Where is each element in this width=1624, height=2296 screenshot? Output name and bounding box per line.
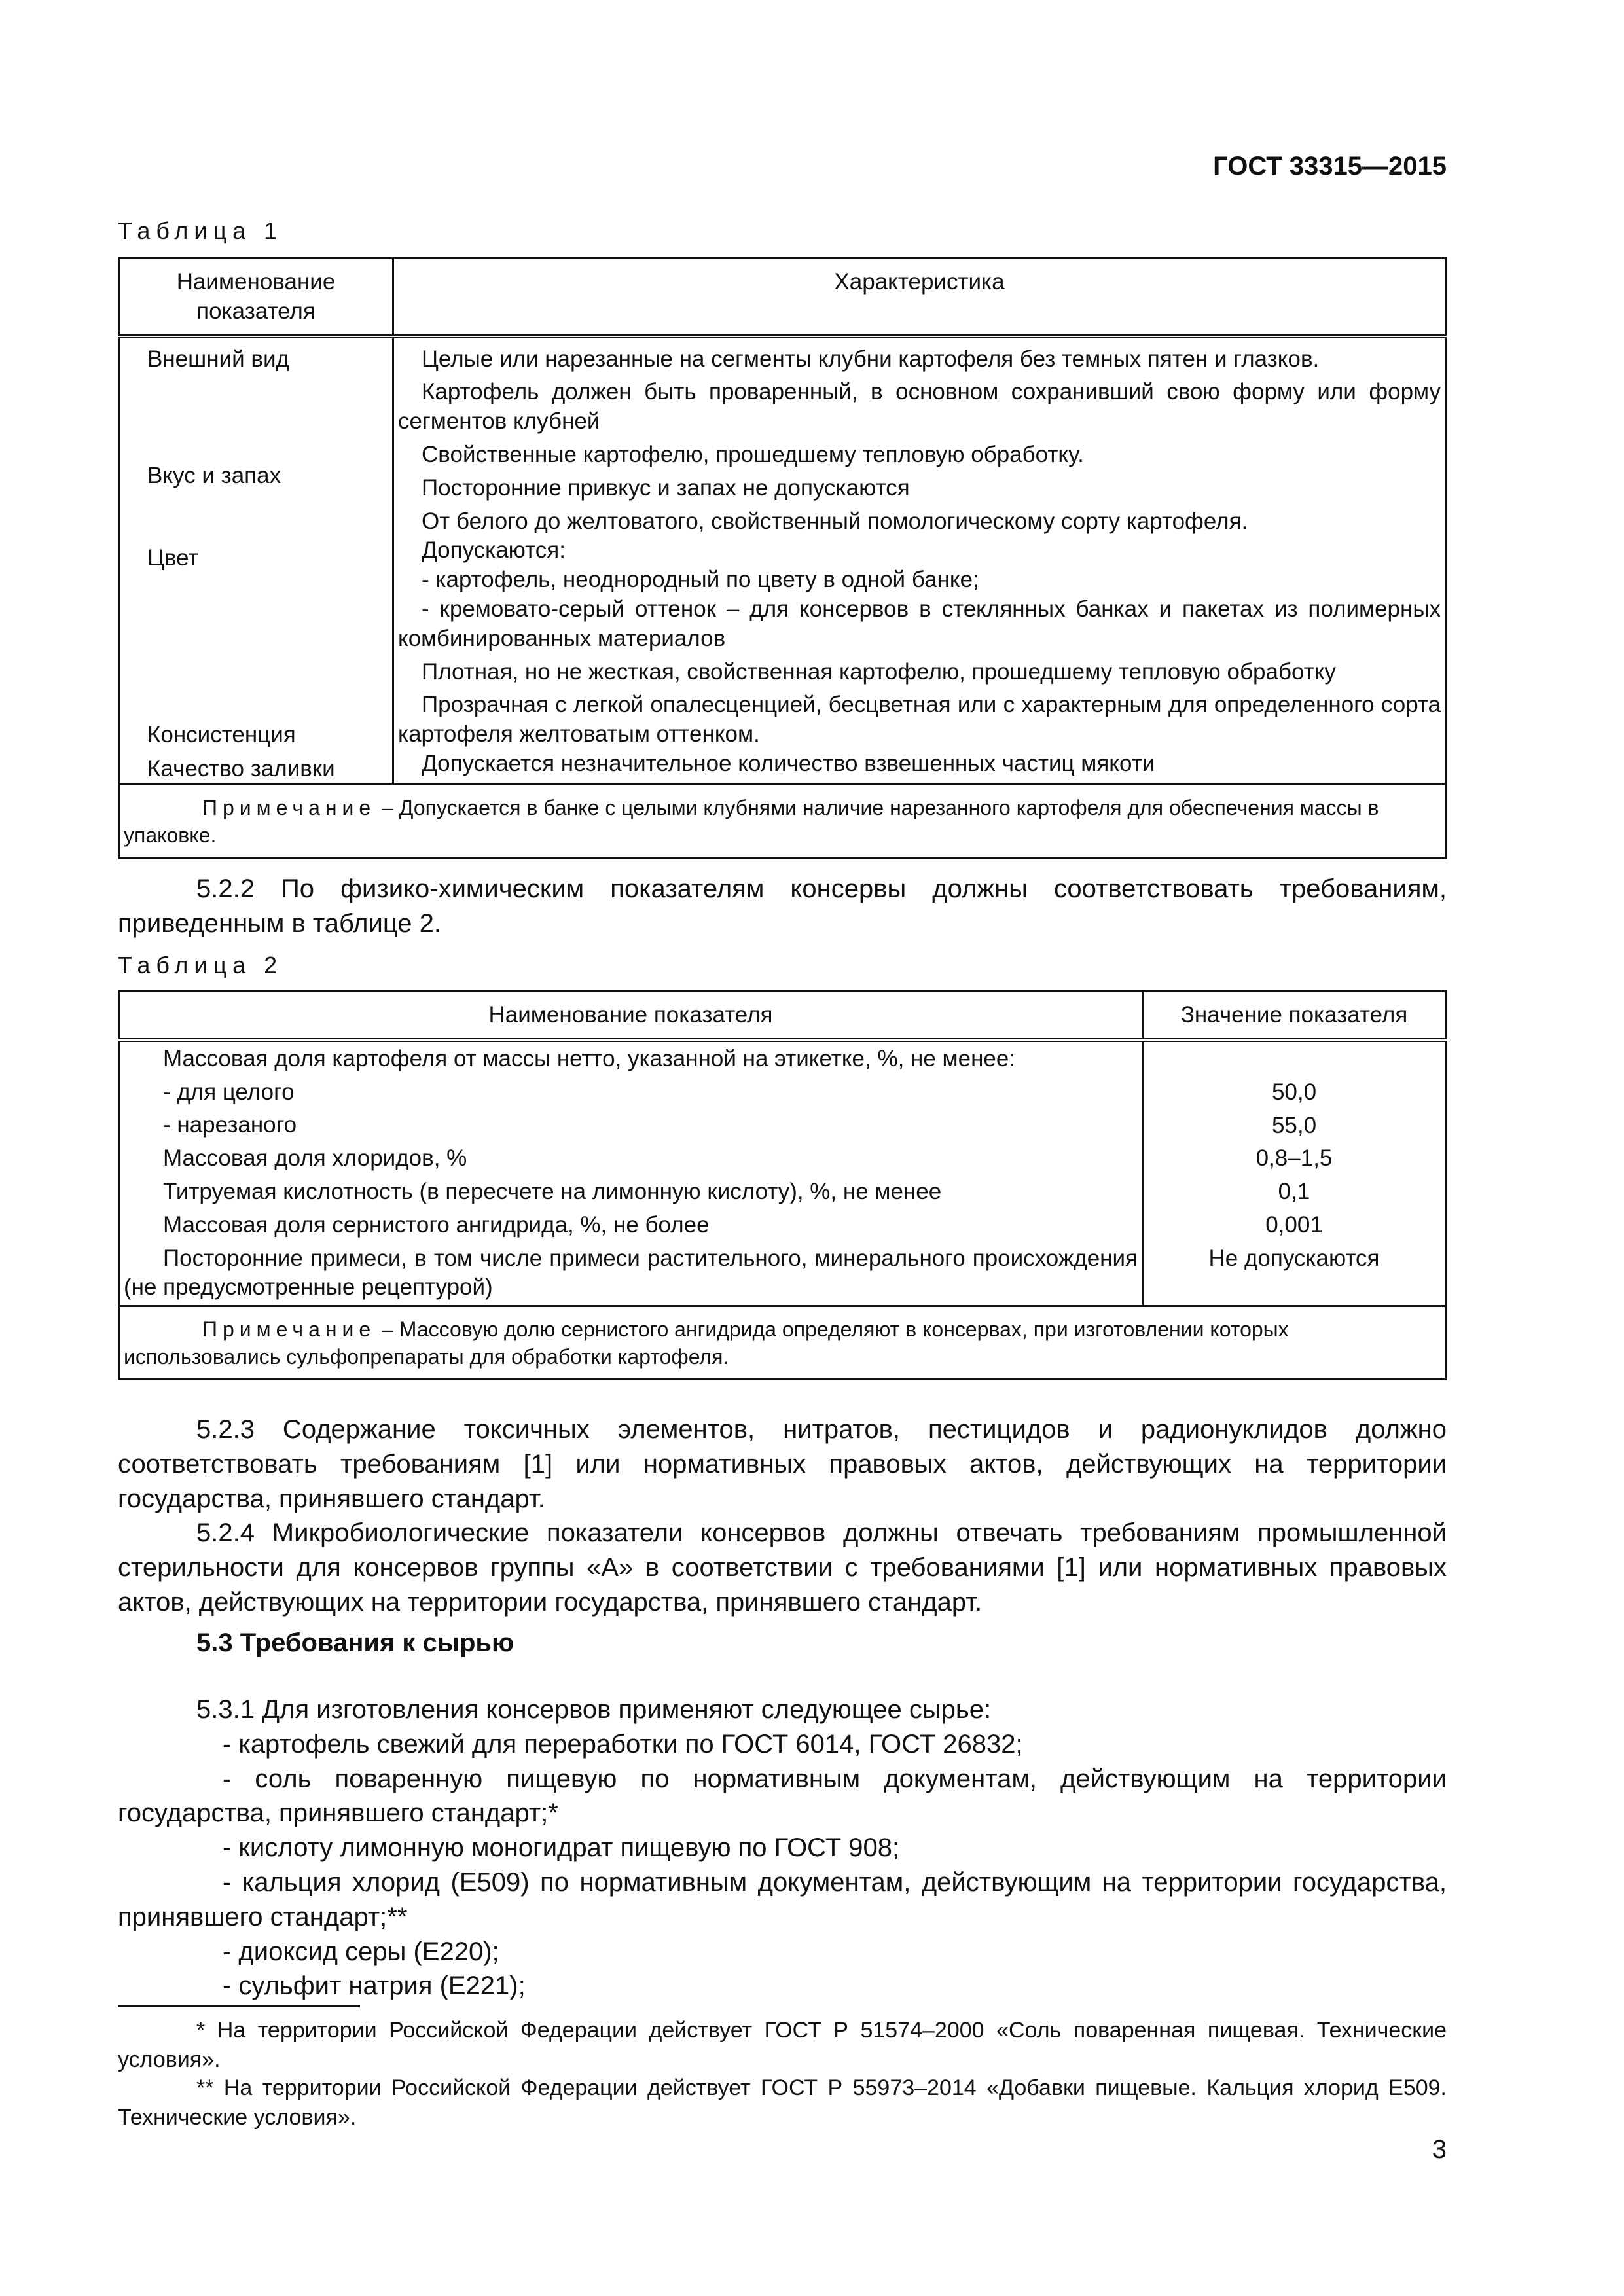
table2-note-row (119, 1306, 1446, 1380)
paragraph-5-2-4: 5.2.4 Микробиологические показатели консервов должны отвечать требованиям промышленной стерильности для консервов группы «А» в соответствии с требованиями [1] или нормативных правовых актов, действующих на территории государства, принявшего стандарт. (118, 1518, 1447, 1617)
table2-row-value: 0,001 (1265, 1211, 1323, 1238)
raw-materials-list (118, 1693, 1447, 2003)
table2-col1-header: Наименование показателя (119, 991, 1143, 1040)
table1-row-values (393, 336, 1446, 785)
paragraphs-5-2-3-5-2-4 (118, 1412, 1447, 1620)
table1-line: - картофель, неоднородный по цвету в одной банке; (422, 567, 979, 593)
note-label: Примечание (202, 796, 376, 820)
table1-line: Плотная, но не жесткая, свойственная картофелю, прошедшему тепловую обработку (422, 658, 1336, 685)
table1-line: Свойственные картофелю, прошедшему тепловую обработку. (422, 441, 1084, 467)
table2-row-name: Массовая доля хлоридов, % (163, 1145, 467, 1172)
list-item: - кислоту лимонную моногидрат пищевую по ГОСТ 908; (223, 1833, 900, 1863)
table2-row-value: 0,8–1,5 (1255, 1145, 1333, 1172)
list-item: - сульфит натрия (Е221); (223, 1971, 526, 2001)
paragraph-5-2-2 (118, 872, 1447, 941)
table2-values (1143, 1040, 1446, 1306)
table2-row-name: - для целого (163, 1079, 295, 1105)
row-name-text: Вкус и запах (147, 462, 281, 488)
table2-body (119, 1040, 1446, 1306)
document-page (118, 0, 1447, 2296)
table1-line: Прозрачная с легкой опалесценцией, бесцветная или с характерным для определенного сорта картофеля желтоватым оттенком. (398, 692, 1441, 747)
table1 (118, 257, 1447, 859)
table1-caption: Таблица 1 (118, 217, 283, 244)
paragraph-5-3-1: 5.3.1 Для изготовления консервов применяют следующее сырье: (196, 1695, 992, 1724)
row-name-text: Консистенция (147, 721, 296, 747)
list-item: - картофель свежий для переработки по ГОСТ 6014, ГОСТ 26832; (223, 1729, 1023, 1759)
footnote-text: * На территории Российской Федерации действует ГОСТ Р 51574–2000 «Соль поваренная пищевая. Технические условия». (118, 2018, 1447, 2072)
table1-line: Посторонние привкус и запах не допускаются (422, 475, 910, 501)
table1-note (119, 785, 1446, 858)
table2-row-value: Не допускаются (1208, 1245, 1380, 1271)
footnote-separator (118, 2005, 360, 2007)
section-title: 5.3 Требования к сырью (196, 1628, 514, 1657)
table1-row (119, 336, 1446, 785)
footnote-2 (118, 2073, 1447, 2132)
page-number: 3 (1432, 2135, 1447, 2164)
paragraph-text: 5.2.2 По физико-химическим показателям консервы должны соответствовать требованиям, приведенным в таблице 2. (118, 874, 1447, 938)
table2-row-value: 0,1 (1278, 1179, 1310, 1205)
table1-line: Картофель должен быть проваренный, в основном сохранивший свою форму или форму сегментов клубней (398, 379, 1441, 435)
note-text: – Массовую долю сернистого ангидрида определяют в консервах, при изготовлении которых использовались сульфопрепараты для обработки картофеля. (124, 1318, 1289, 1369)
row-name-text: Внешний вид (147, 346, 289, 372)
row-name-text: Качество заливки (147, 755, 335, 781)
table1-header-row (119, 258, 1446, 336)
table2-row-name: Титруемая кислотность (в пересчете на лимонную кислоту), %, не менее (163, 1178, 942, 1204)
table1-line: Целые или нарезанные на сегменты клубни картофеля без темных пятен и глазков. (422, 346, 1320, 372)
table2-header-row (119, 991, 1446, 1040)
list-item: - соль поваренную пищевую по нормативным документам, действующим на территории государства, принявшего стандарт;* (118, 1764, 1447, 1828)
note-label: Примечание (202, 1318, 376, 1342)
row-name-text: Цвет (147, 545, 199, 571)
table2-row-value (1144, 1045, 1445, 1074)
document-header: ГОСТ 33315—2015 (1213, 152, 1447, 181)
table1-col1-header: Наименование показателя (119, 258, 393, 336)
table1-line: - кремовато-серый оттенок – для консервов в стеклянных банках и пакетах из полимерных комбинированных материалов (398, 596, 1441, 651)
table2-caption: Таблица 2 (118, 952, 283, 978)
paragraph-5-2-3: 5.2.3 Содержание токсичных элементов, нитратов, пестицидов и радионуклидов должно соответствовать требованиям [1] или нормативных правовых актов, действующих на территории государства, принявшего стандарт. (118, 1415, 1447, 1513)
table1-row-name (119, 336, 393, 785)
table2-row-name: Посторонние примеси, в том числе примеси растительного, минерального происхождения (не предусмотренные рецептурой) (124, 1245, 1138, 1300)
list-item: - диоксид серы (Е220); (223, 1937, 499, 1966)
table1-line: Допускаются: (422, 537, 566, 564)
table2-row-value: 55,0 (1271, 1112, 1317, 1138)
table1-line: Допускается незначительное количество взвешенных частиц мякоти (422, 750, 1155, 776)
table2-row-name: Массовая доля сернистого ангидрида, %, не более (163, 1211, 710, 1238)
table2-row-value: 50,0 (1271, 1079, 1317, 1105)
note-text: – Допускается в банке с целыми клубнями наличие нарезанного картофеля для обеспечения массы в упаковке. (124, 796, 1379, 847)
footnote-text: ** На территории Российской Федерации действует ГОСТ Р 55973–2014 «Добавки пищевые. Кальция хлорид Е509. Технические условия». (118, 2075, 1447, 2130)
list-item: - кальция хлорид (Е509) по нормативным документам, действующим на территории государства, принявшего стандарт;** (118, 1867, 1447, 1931)
table2-row-name: - нарезаного (163, 1112, 297, 1138)
table2-note (119, 1306, 1446, 1380)
table2-names (119, 1040, 1143, 1306)
table1-note-row (119, 785, 1446, 858)
footnote-1 (118, 2016, 1447, 2075)
table1-line: От белого до желтоватого, свойственный помологическому сорту картофеля. (422, 508, 1248, 534)
table1-col2-header: Характеристика (393, 258, 1446, 336)
table2 (118, 990, 1447, 1380)
table2-row-name: Массовая доля картофеля от массы нетто, указанной на этикетке, %, не менее: (163, 1045, 1016, 1071)
table2-col2-header: Значение показателя (1143, 991, 1446, 1040)
